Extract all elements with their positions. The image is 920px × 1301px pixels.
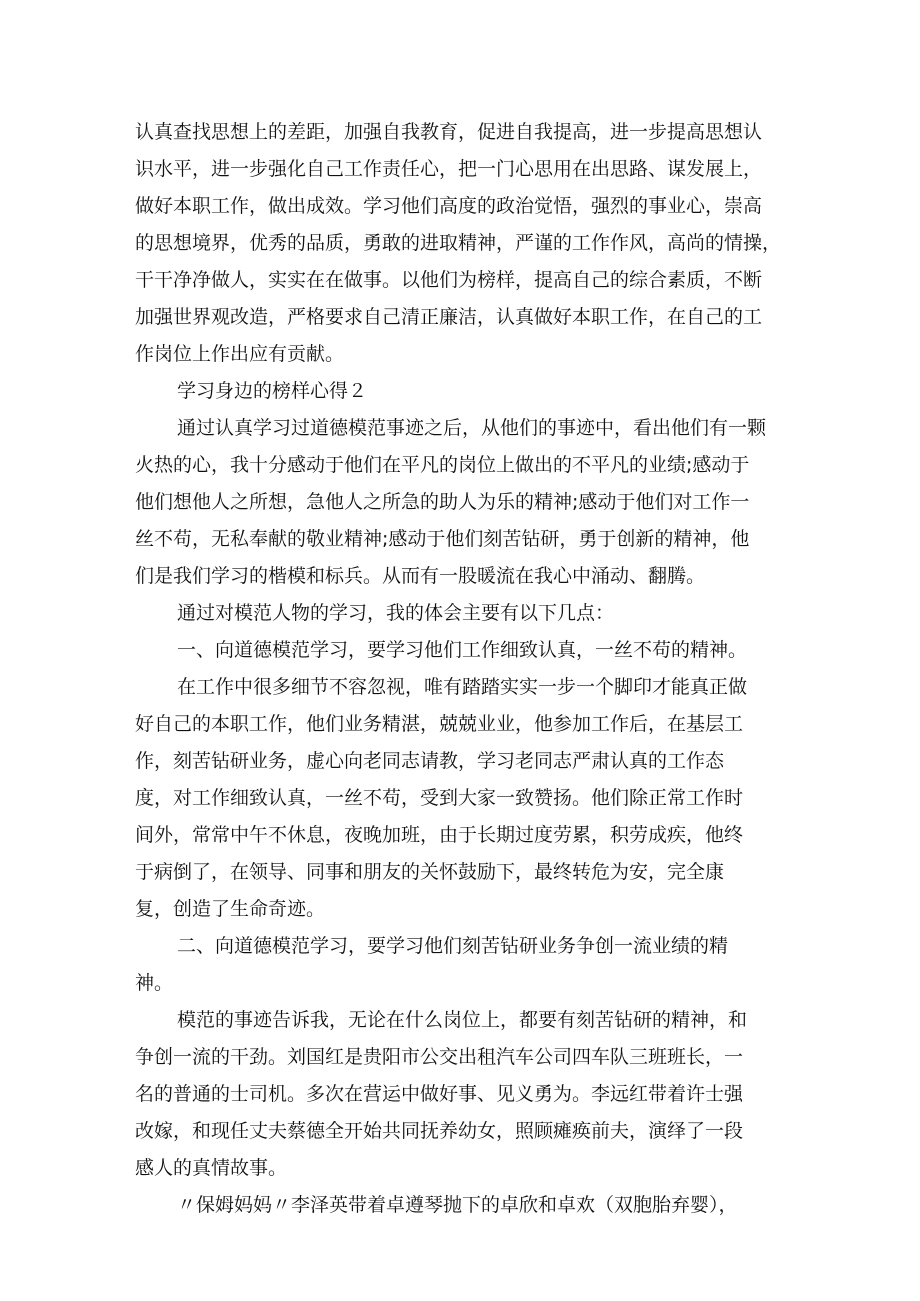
text-line: 〃保姆妈妈〃李泽英带着卓遵琴抛下的卓欣和卓欢（双胞胎弃婴）， (177, 1194, 738, 1216)
text-line: 神。 (135, 972, 174, 994)
text-line: 认真查找思想上的差距，加强自我教育，促进自我提高，进一步提高思想认 (135, 121, 763, 143)
text-line: 争创一流的干劲。刘国红是贵阳市公交出租汽车公司四车队三班班长，一 (135, 1046, 744, 1068)
text-line: 二、向道德模范学习，要学习他们刻苦钻研业务争创一流业绩的精 (177, 935, 729, 957)
text-line: 的思想境界，优秀的品质，勇敢的进取精神，严谨的工作作风，高尚的情操， (135, 232, 782, 254)
text-line: 们是我们学习的楷模和标兵。从而有一股暖流在我心中涌动、翻腾。 (135, 565, 706, 587)
text-line: 作，刻苦钻研业务，虚心向老同志请教，学习老同志严肃认真的工作态 (135, 750, 725, 772)
text-line: 度，对工作细致认真，一丝不苟，受到大家一致赞扬。他们除正常工作时 (135, 787, 744, 809)
text-line: 通过对模范人物的学习，我的体会主要有以下几点： (177, 602, 615, 624)
text-line: 好自己的本职工作，他们业务精湛，兢兢业业，他参加工作后，在基层工 (135, 713, 744, 735)
section-heading: 学习身边的榜样心得２ (177, 380, 368, 402)
text-line: 干干净净做人，实实在在做事。以他们为榜样，提高自己的综合素质，不断 (135, 269, 763, 291)
text-line: 间外，常常中午不休息，夜晚加班，由于长期过度劳累，积劳成疾，他终 (135, 824, 744, 846)
text-line: 丝不苟，无私奉献的敬业精神;感动于他们刻苦钻研，勇于创新的精神，他 (135, 528, 750, 550)
text-line: 通过认真学习过道德模范事迹之后，从他们的事迹中，看出他们有一颗 (177, 417, 767, 439)
text-line: 他们想他人之所想，急他人之所急的助人为乐的精神;感动于他们对工作一 (135, 491, 750, 513)
text-line: 感人的真情故事。 (135, 1157, 288, 1179)
text-line: 改嫁，和现任丈夫蔡德全开始共同抚养幼女，照顾瘫痪前夫，演绎了一段 (135, 1120, 744, 1142)
text-line: 火热的心，我十分感动于他们在平凡的岗位上做出的不平凡的业绩;感动于 (135, 454, 750, 476)
text-line: 做好本职工作，做出成效。学习他们高度的政治觉悟，强烈的事业心，崇高 (135, 195, 763, 217)
text-line: 一、向道德模范学习，要学习他们工作细致认真，一丝不苟的精神。 (177, 639, 748, 661)
text-line: 作岗位上作出应有贡献。 (135, 343, 345, 365)
text-line: 在工作中很多细节不容忽视，唯有踏踏实实一步一个脚印才能真正做 (177, 676, 748, 698)
text-line: 于病倒了，在领导、同事和朋友的关怀鼓励下，最终转危为安，完全康 (135, 861, 725, 883)
text-line: 名的普通的士司机。多次在营运中做好事、见义勇为。李远红带着许士强 (135, 1083, 744, 1105)
text-line: 模范的事迹告诉我，无论在什么岗位上，都要有刻苦钻研的精神，和 (177, 1009, 748, 1031)
text-line: 加强世界观改造，严格要求自己清正廉洁，认真做好本职工作，在自己的工 (135, 306, 763, 328)
text-line: 复，创造了生命奇迹。 (135, 898, 326, 920)
text-line: 识水平，进一步强化自己工作责任心，把一门心思用在出思路、谋发展上， (135, 158, 763, 180)
